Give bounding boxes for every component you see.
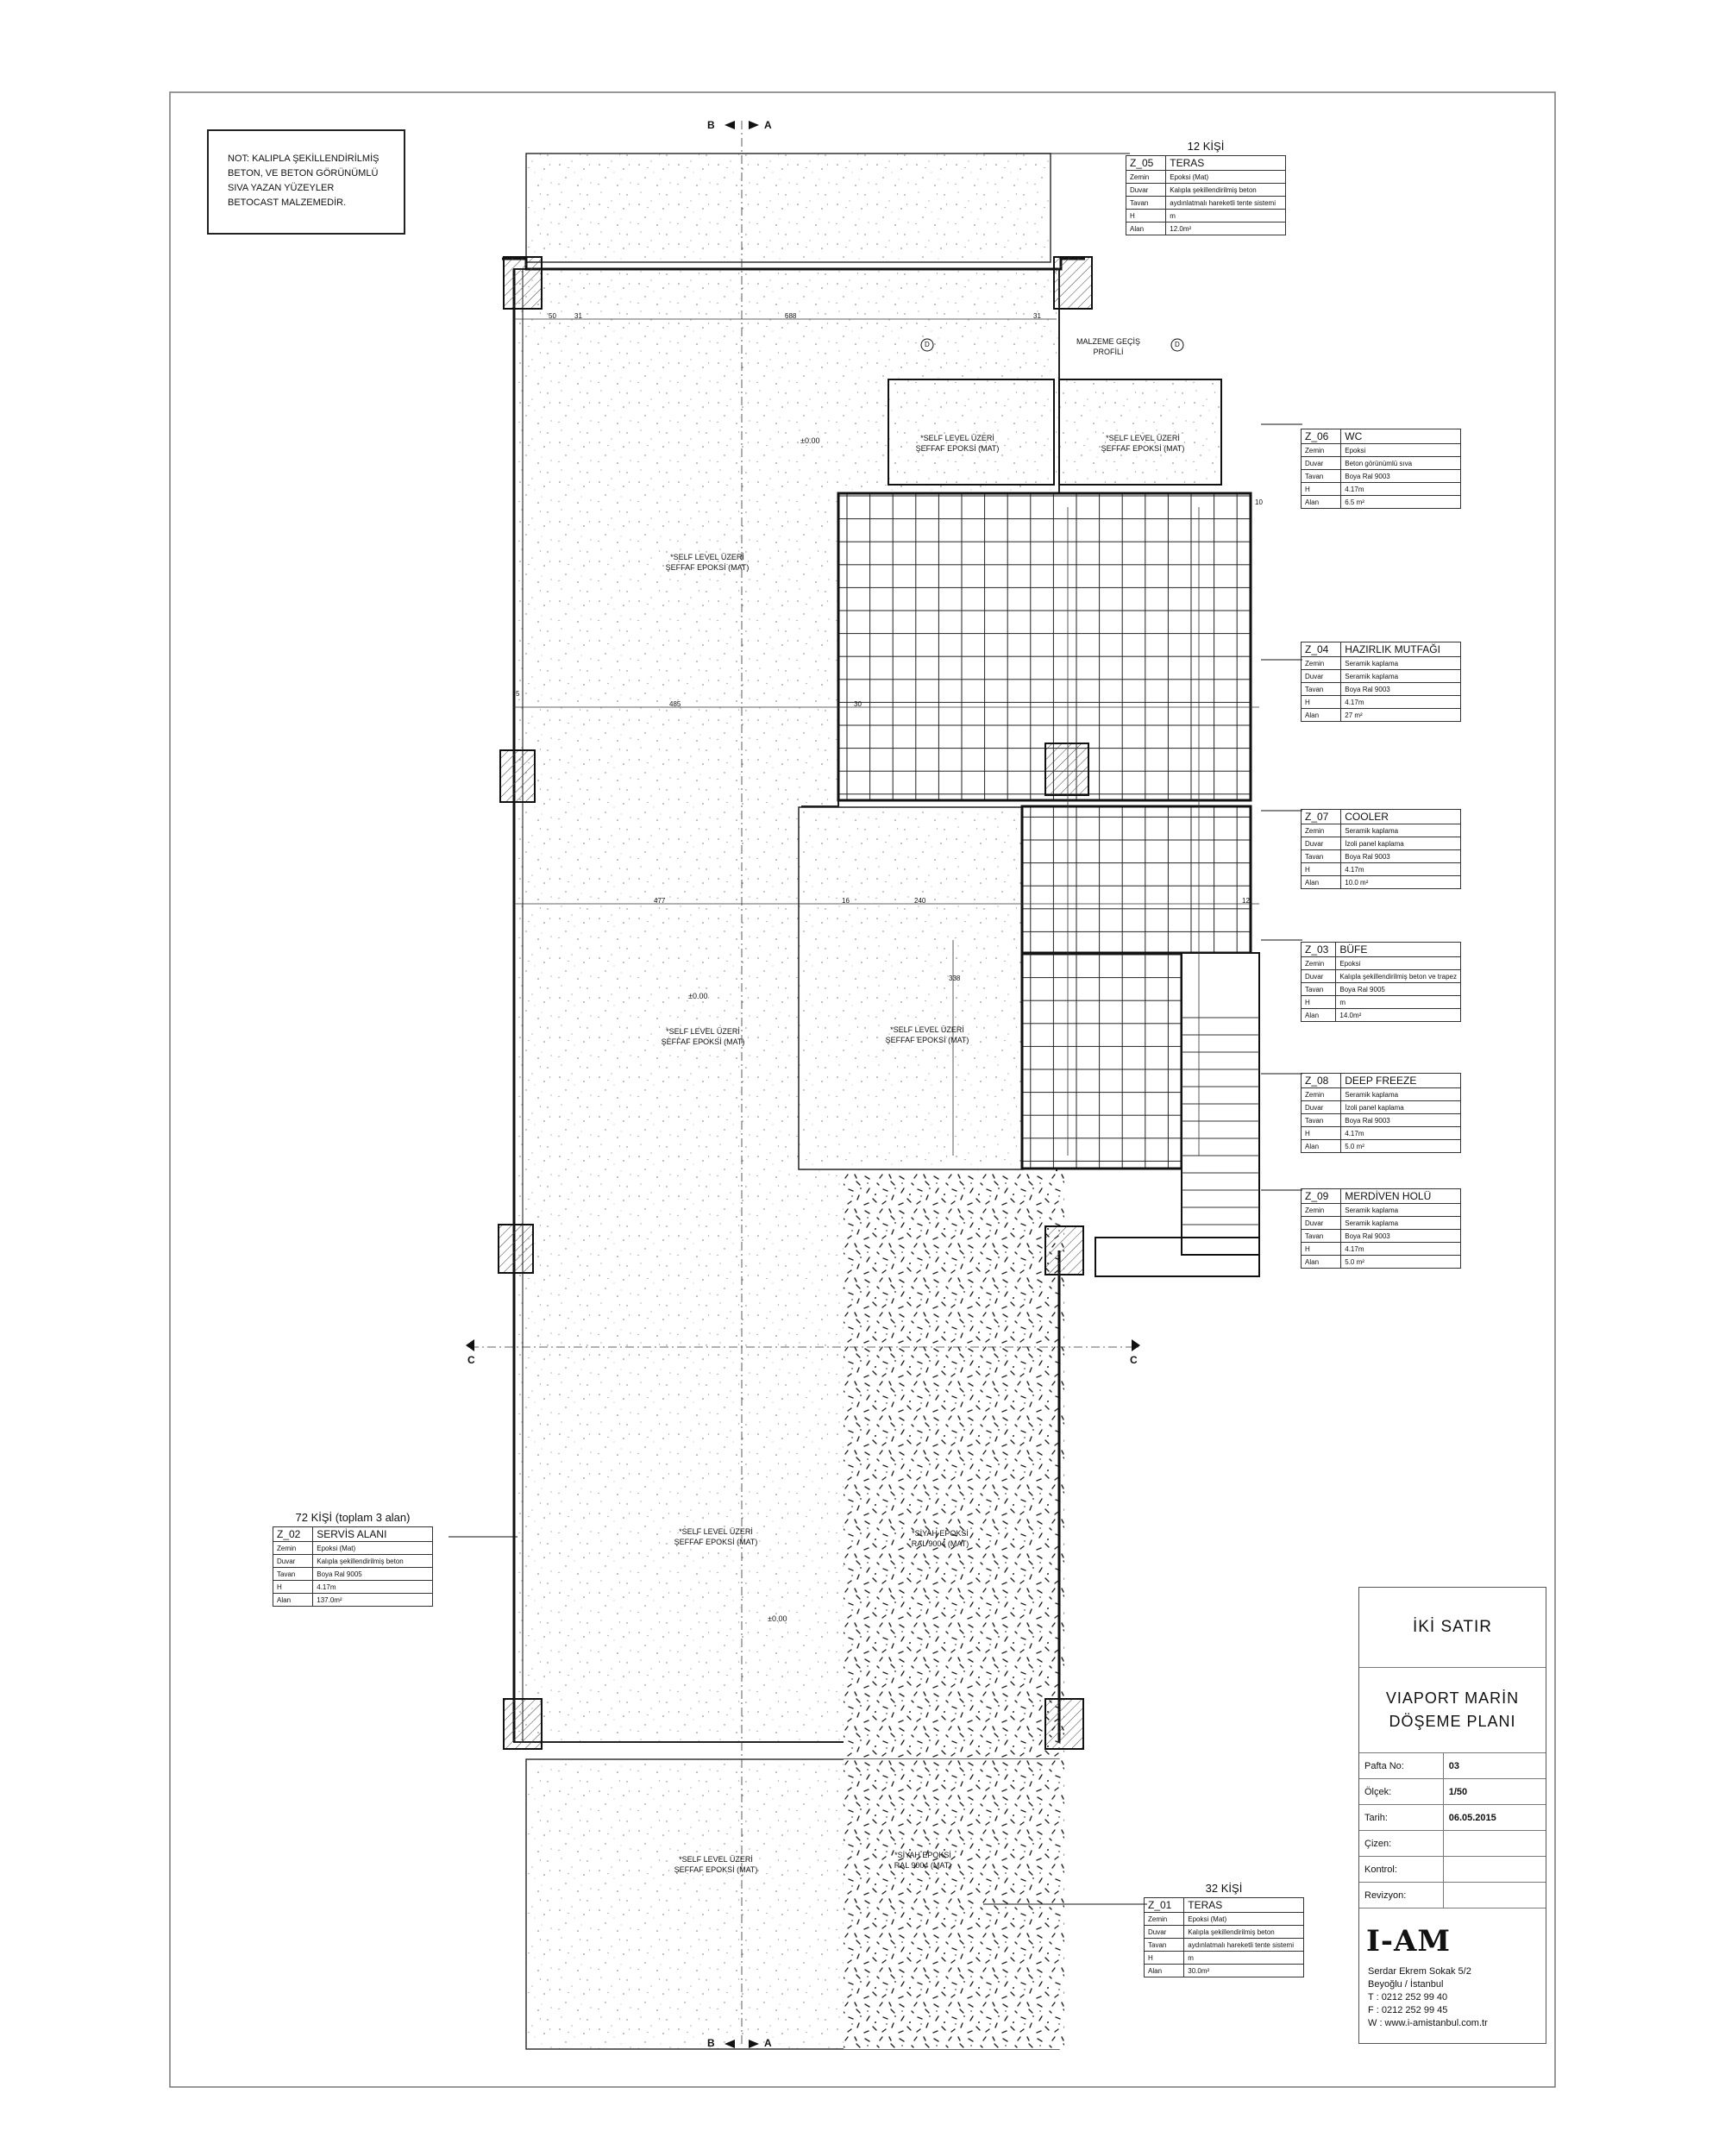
dimension: 30	[854, 700, 862, 708]
dimension: 338	[949, 975, 961, 982]
room-table-z08	[1301, 1073, 1461, 1153]
level-marker: ±0.00	[688, 992, 708, 1000]
room-code: Z_09	[1302, 1189, 1341, 1204]
row-key: Alan	[1145, 1965, 1184, 1977]
top-terrace	[526, 154, 1051, 262]
room-name: COOLER	[1341, 810, 1461, 824]
room-code: Z_06	[1302, 429, 1341, 444]
row-value: Kalıpla şekillendirilmiş beton	[1184, 1926, 1304, 1939]
row-key: Duvar	[1145, 1926, 1184, 1939]
field-value	[1443, 1831, 1546, 1857]
drawing-name-line: VIAPORT MARİN	[1385, 1689, 1520, 1707]
address-line: W : www.i-amistanbul.com.tr	[1368, 2018, 1488, 2028]
material-note	[207, 129, 405, 235]
room-table-z02	[273, 1511, 433, 1607]
row-value: 4.17m	[1341, 863, 1461, 876]
room-name: TERAS	[1166, 156, 1286, 171]
row-key: H	[1302, 863, 1341, 876]
row-value: İzoli panel kaplama	[1341, 1101, 1461, 1114]
dimension: 16	[842, 897, 850, 905]
field-label: Çizen:	[1359, 1831, 1443, 1857]
row-key: Alan	[1126, 222, 1166, 235]
row-value: 4.17m	[313, 1581, 433, 1594]
row-key: Zemin	[1302, 1088, 1341, 1101]
room-code: Z_03	[1302, 943, 1336, 957]
row-value: Seramik kaplama	[1341, 1217, 1461, 1230]
row-value: Epoksi	[1341, 444, 1461, 457]
dimension: 688	[785, 312, 797, 320]
row-key: Zemin	[1302, 824, 1341, 837]
project-title: İKİ SATIR	[1359, 1588, 1546, 1668]
row-value: Kalıpla şekillendirilmiş beton ve trapez	[1336, 970, 1461, 983]
row-value: 137.0m²	[313, 1594, 433, 1607]
room-table-z09	[1301, 1188, 1461, 1269]
room-table-z04	[1301, 642, 1461, 722]
floor-finish-label: *SELF LEVEL ÜZERİ ŞEFFAF EPOKSİ (MAT)	[1101, 434, 1185, 453]
row-key: H	[1302, 483, 1341, 496]
room-code: Z_01	[1145, 1898, 1184, 1913]
dimension: 31	[574, 312, 582, 320]
row-key: H	[1302, 696, 1341, 709]
row-value: 10.0 m²	[1341, 876, 1461, 889]
row-key: Tavan	[273, 1568, 313, 1581]
row-key: Duvar	[273, 1555, 313, 1568]
row-value: Epoksi (Mat)	[1166, 171, 1286, 184]
row-value: 4.17m	[1341, 696, 1461, 709]
row-key: Zemin	[1302, 657, 1341, 670]
row-value: Boya Ral 9005	[1336, 983, 1461, 996]
malzeme-label: MALZEME GEÇİŞ PROFİLİ	[1076, 337, 1140, 356]
row-value: Seramik kaplama	[1341, 824, 1461, 837]
row-value: Boya Ral 9003	[1341, 1230, 1461, 1243]
room-code: Z_02	[273, 1527, 313, 1542]
level-marker: ±0.00	[800, 436, 820, 445]
row-key: Duvar	[1302, 837, 1341, 850]
note-line: BETOCAST MALZEMEDİR.	[228, 197, 347, 208]
row-key: Zemin	[1126, 171, 1166, 184]
room-table-z03	[1301, 942, 1461, 1022]
room-code: Z_08	[1302, 1074, 1341, 1088]
company-logo: I-AM	[1366, 1924, 1452, 1959]
field-value: 1/50	[1443, 1779, 1546, 1805]
row-key: Alan	[273, 1594, 313, 1607]
room-code: Z_07	[1302, 810, 1341, 824]
section-mark-c-left: C	[467, 1354, 475, 1366]
field-value: 06.05.2015	[1443, 1805, 1546, 1831]
row-key: Alan	[1302, 1009, 1336, 1022]
black-epoxy-label: *SİYAH EPOKSİ RAL 9004 (MAT)	[911, 1529, 969, 1548]
row-key: Tavan	[1302, 983, 1336, 996]
row-key: Tavan	[1302, 1230, 1341, 1243]
row-key: Zemin	[1302, 1204, 1341, 1217]
address-line: F : 0212 252 99 45	[1368, 2005, 1448, 2015]
floor-finish-label: *SELF LEVEL ÜZERİ ŞEFFAF EPOKSİ (MAT)	[674, 1855, 758, 1874]
row-value: m	[1336, 996, 1461, 1009]
note-line: BETON, VE BETON GÖRÜNÜMLÜ	[228, 168, 379, 179]
row-key: Alan	[1302, 496, 1341, 509]
row-key: H	[1302, 996, 1336, 1009]
field-label: Kontrol:	[1359, 1857, 1443, 1883]
row-key: Duvar	[1302, 970, 1336, 983]
section-mark-b-bottom: B	[707, 2037, 715, 2049]
row-key: Duvar	[1302, 457, 1341, 470]
floor-finish-label: *SELF LEVEL ÜZERİ ŞEFFAF EPOKSİ (MAT)	[661, 1027, 745, 1046]
row-key: H	[1145, 1952, 1184, 1965]
row-key: Alan	[1302, 1140, 1341, 1153]
company-address	[1359, 1959, 1546, 2030]
room-name: SERVİS ALANI	[313, 1527, 433, 1542]
level-marker: ±0.00	[768, 1614, 787, 1623]
row-key: Tavan	[1302, 683, 1341, 696]
row-key: Duvar	[1302, 670, 1341, 683]
dimension: 5	[516, 690, 520, 698]
row-value: m	[1166, 210, 1286, 222]
room-name: TERAS	[1184, 1898, 1304, 1913]
row-key: H	[273, 1581, 313, 1594]
row-value: Boya Ral 9003	[1341, 470, 1461, 483]
row-value: 12.0m²	[1166, 222, 1286, 235]
row-key: Zemin	[1302, 444, 1341, 457]
field-value	[1443, 1857, 1546, 1883]
room-name: HAZIRLIK MUTFAĞI	[1341, 642, 1461, 657]
row-key: Duvar	[1302, 1101, 1341, 1114]
row-key: Alan	[1302, 876, 1341, 889]
central-zone	[799, 807, 1023, 1169]
row-value: 4.17m	[1341, 483, 1461, 496]
section-mark-b-top: B	[707, 119, 715, 131]
dimension: 485	[669, 700, 681, 708]
door-tag: D	[925, 341, 930, 348]
door-tag: D	[1175, 341, 1180, 348]
row-value: Epoksi (Mat)	[313, 1542, 433, 1555]
dimension: 10	[1255, 498, 1263, 506]
row-value: 5.0 m²	[1341, 1140, 1461, 1153]
floor-finish-label: *SELF LEVEL ÜZERİ ŞEFFAF EPOKSİ (MAT)	[915, 434, 1000, 453]
row-value: Seramik kaplama	[1341, 657, 1461, 670]
dimension: 31	[1033, 312, 1041, 320]
row-key: Duvar	[1126, 184, 1166, 197]
row-value: Seramik kaplama	[1341, 1204, 1461, 1217]
row-value: Boya Ral 9003	[1341, 850, 1461, 863]
row-value: m	[1184, 1952, 1304, 1965]
row-value: 27 m²	[1341, 709, 1461, 722]
field-label: Revizyon:	[1359, 1883, 1443, 1908]
drawing-name-line: DÖŞEME PLANI	[1389, 1713, 1516, 1730]
row-key: Tavan	[1302, 1114, 1341, 1127]
row-value: 4.17m	[1341, 1243, 1461, 1256]
row-value: Beton görünümlü sıva	[1341, 457, 1461, 470]
row-value: 14.0m²	[1336, 1009, 1461, 1022]
room-table-z05	[1126, 140, 1286, 235]
row-value: Epoksi (Mat)	[1184, 1913, 1304, 1926]
black-epoxy-label: *SİYAH EPOKSİ RAL 9004 (MAT)	[894, 1851, 952, 1870]
row-key: Tavan	[1126, 197, 1166, 210]
dimension: 12	[1242, 897, 1250, 905]
room-table-z07	[1301, 809, 1461, 889]
field-value: 03	[1443, 1753, 1546, 1779]
row-key: Tavan	[1145, 1939, 1184, 1952]
room-name: MERDİVEN HOLÜ	[1341, 1189, 1461, 1204]
floor-finish-label: *SELF LEVEL ÜZERİ ŞEFFAF EPOKSİ (MAT)	[665, 553, 750, 572]
section-mark-c-right: C	[1130, 1354, 1138, 1366]
row-value: Seramik kaplama	[1341, 1088, 1461, 1101]
field-label: Ölçek:	[1359, 1779, 1443, 1805]
room-name: DEEP FREEZE	[1341, 1074, 1461, 1088]
dimension: 240	[914, 897, 926, 905]
drawing-name	[1359, 1668, 1546, 1753]
row-value: Boya Ral 9005	[313, 1568, 433, 1581]
dimension: 477	[654, 897, 666, 905]
row-value: Kalıpla şekillendirilmiş beton	[313, 1555, 433, 1568]
room-table-z06	[1301, 429, 1461, 509]
note-line: NOT: KALIPLA ŞEKİLLENDİRİLMİŞ	[228, 154, 380, 164]
field-label: Tarih:	[1359, 1805, 1443, 1831]
section-mark-a-bottom: A	[764, 2037, 772, 2049]
floor-finish-label: *SELF LEVEL ÜZERİ ŞEFFAF EPOKSİ (MAT)	[674, 1527, 758, 1546]
title-block	[1358, 1587, 1546, 2044]
floor-finish-label: *SELF LEVEL ÜZERİ ŞEFFAF EPOKSİ (MAT)	[885, 1025, 969, 1044]
row-value: Kalıpla şekillendirilmiş beton	[1166, 184, 1286, 197]
room-code: Z_04	[1302, 642, 1341, 657]
room-code: Z_05	[1126, 156, 1166, 171]
field-label: Pafta No:	[1359, 1753, 1443, 1779]
row-key: Tavan	[1302, 470, 1341, 483]
row-value: Boya Ral 9003	[1341, 1114, 1461, 1127]
room-name: WC	[1341, 429, 1461, 444]
section-mark-a-top: A	[764, 119, 772, 131]
title-block-fields	[1359, 1753, 1546, 1908]
room-capacity: 12 KİŞİ	[1187, 140, 1225, 153]
row-key: Tavan	[1302, 850, 1341, 863]
row-key: Duvar	[1302, 1217, 1341, 1230]
address-line: T : 0212 252 99 40	[1368, 1992, 1448, 2002]
dimension: 50	[549, 312, 556, 320]
row-value: aydınlatmalı hareketli tente sistemi	[1166, 197, 1286, 210]
row-key: H	[1302, 1127, 1341, 1140]
row-value: 6.5 m²	[1341, 496, 1461, 509]
address-line: Serdar Ekrem Sokak 5/2	[1368, 1966, 1471, 1977]
row-value: Epoksi	[1336, 957, 1461, 970]
row-value: aydınlatmalı hareketli tente sistemi	[1184, 1939, 1304, 1952]
field-value	[1443, 1883, 1546, 1908]
row-value: 5.0 m²	[1341, 1256, 1461, 1269]
row-key: Zemin	[1302, 957, 1336, 970]
room-name: BÜFE	[1336, 943, 1461, 957]
room-table-z01	[1144, 1882, 1304, 1977]
address-line: Beyoğlu / İstanbul	[1368, 1979, 1444, 1990]
row-key: H	[1126, 210, 1166, 222]
room-capacity: 72 KİŞİ (toplam 3 alan)	[295, 1511, 411, 1524]
row-value: Seramik kaplama	[1341, 670, 1461, 683]
row-value: İzoli panel kaplama	[1341, 837, 1461, 850]
row-value: Boya Ral 9003	[1341, 683, 1461, 696]
row-value: 30.0m²	[1184, 1965, 1304, 1977]
note-line: SIVA YAZAN YÜZEYLER	[228, 183, 335, 193]
row-key: H	[1302, 1243, 1341, 1256]
row-key: Zemin	[1145, 1913, 1184, 1926]
room-capacity: 32 KİŞİ	[1205, 1882, 1243, 1895]
row-key: Alan	[1302, 709, 1341, 722]
row-value: 4.17m	[1341, 1127, 1461, 1140]
row-key: Alan	[1302, 1256, 1341, 1269]
row-key: Zemin	[273, 1542, 313, 1555]
